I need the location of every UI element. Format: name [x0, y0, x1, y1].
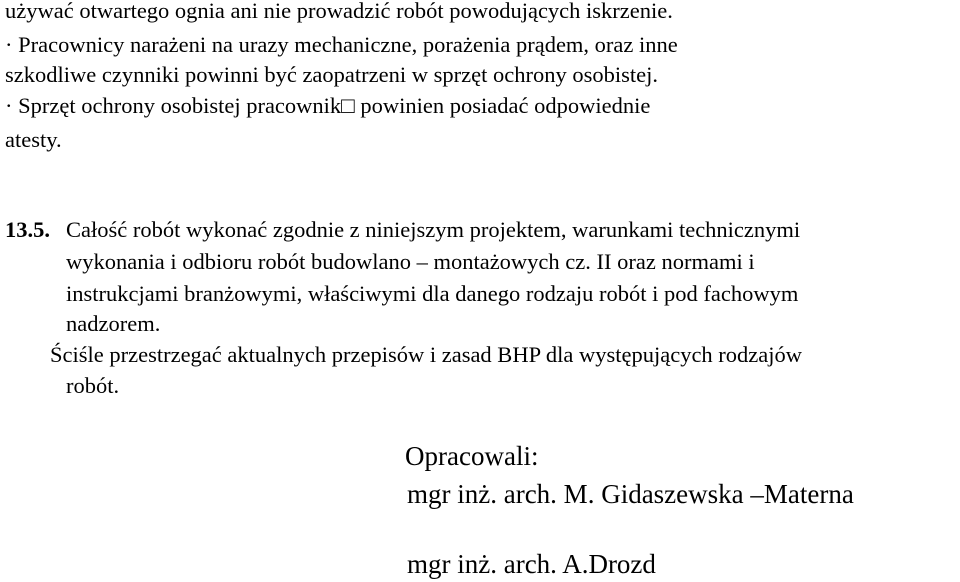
signature-author: mgr inż. arch. A.Drozd — [407, 549, 656, 579]
section-paragraph-line: Ściśle przestrzegać aktualnych przepisów i zasad BHP dla występujących rodzajów — [50, 342, 803, 367]
section-paragraph-line: robót. — [66, 373, 120, 398]
section-paragraph-line: nadzorem. — [66, 311, 161, 336]
safety-bullet-line: szkodliwe czynniki powinni być zaopatrzeni w sprzęt ochrony osobistej. — [5, 62, 658, 87]
signatures-label: Opracowali: — [405, 441, 539, 471]
safety-bullet-line: atesty. — [5, 127, 62, 152]
safety-bullet-line: · Sprzęt ochrony osobistej pracownik□ powinien posiadać odpowiednie — [5, 93, 651, 118]
section-paragraph-line: instrukcjami branżowymi, właściwymi dla danego rodzaju robót i pod fachowym — [66, 281, 799, 306]
signature-author: mgr inż. arch. M. Gidaszewska –Materna — [407, 479, 854, 509]
section-number: 13.5. — [5, 217, 50, 242]
safety-text-line: używać otwartego ognia ani nie prowadzić robót powodujących iskrzenie. — [5, 0, 673, 23]
section-paragraph-line: Całość robót wykonać zgodnie z niniejszym projektem, warunkami technicznymi — [66, 217, 801, 242]
safety-bullet-line: · Pracownicy narażeni na urazy mechaniczne, porażenia prądem, oraz inne — [5, 32, 678, 57]
section-paragraph-line: wykonania i odbioru robót budowlano – montażowych cz. II oraz normami i — [66, 249, 755, 274]
